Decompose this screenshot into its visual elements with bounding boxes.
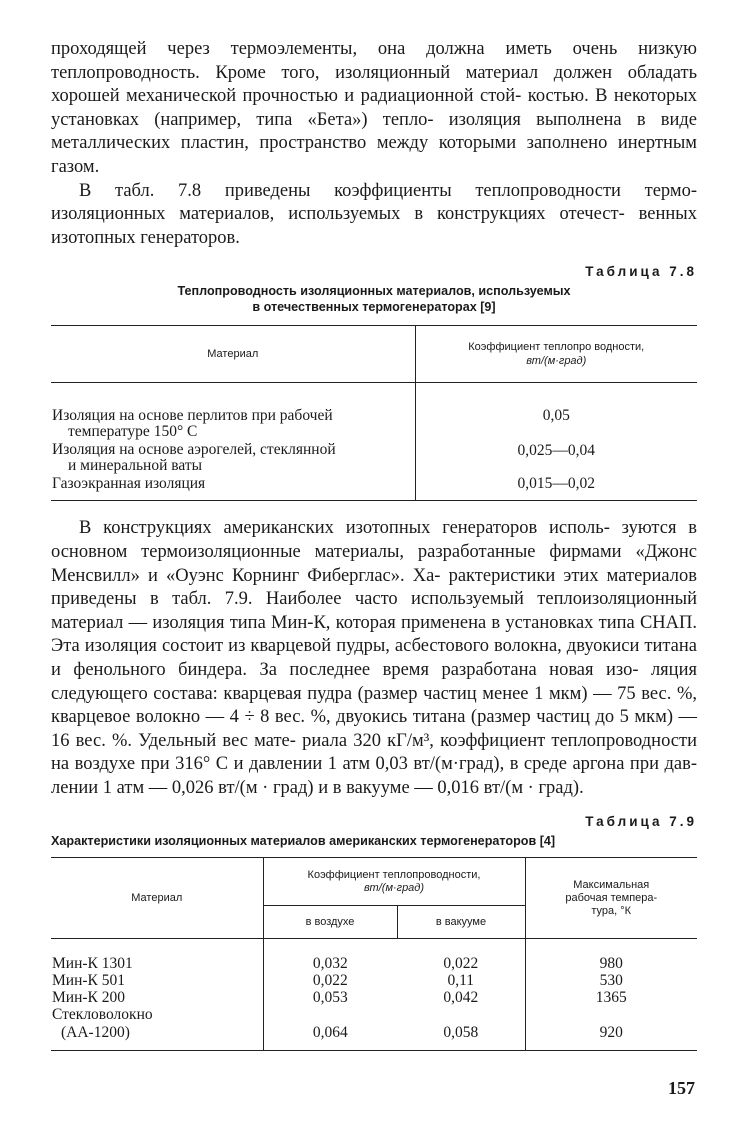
p3-line: ляция следующего состава: кварцевая пудра (размер частиц менее bbox=[51, 659, 697, 704]
page-number: 157 bbox=[668, 1078, 695, 1098]
p3-line: состоит из кварцевой пудры, асбестового волокна, двуокиси титана bbox=[161, 636, 697, 657]
table-row bbox=[51, 989, 697, 1006]
t2-material: Стекловолокно bbox=[52, 1006, 153, 1024]
p3-line: титана (размер частиц до 5 мкм) — 16 вес. %. Удельный вес мате- bbox=[51, 707, 698, 751]
t2-coef-unit: вт/(м·град) bbox=[363, 881, 425, 894]
t1-material: Газоэкранная изоляция bbox=[52, 475, 206, 493]
t1-material-line: Изоляция на основе перлитов при рабочей bbox=[52, 407, 333, 425]
t2-temp-line: Максимальная bbox=[573, 878, 650, 891]
p2-line: венных изотопных генераторов. bbox=[51, 204, 697, 248]
p3-line: зуются в основном термоизоляционные материалы, разработанные bbox=[51, 518, 697, 562]
t2-material: (АА-1200) bbox=[61, 1024, 130, 1042]
t2-material: Мин-К 200 bbox=[52, 989, 125, 1007]
p3-line: риала 320 кГ/м³, коэффициент теплопроводности на воздухе при bbox=[51, 730, 697, 775]
t2-header-material: Материал bbox=[51, 858, 263, 939]
t2-temp: 920 bbox=[525, 1023, 697, 1051]
table-1-caption-line1: Теплопроводность изоляционных материалов, используемых bbox=[177, 284, 571, 299]
p3-line: 1 мкм) — 75 вес. %, кварцевое волокно — 4 ÷ 8 вес. %, двуокись bbox=[51, 683, 698, 728]
t2-temp bbox=[525, 1006, 697, 1023]
p1-line: между которыми заполнено инертным газом. bbox=[51, 133, 697, 177]
t2-temp: 530 bbox=[525, 972, 697, 989]
t1-value: 0,025—0,04 bbox=[415, 441, 697, 475]
p3-line: и фенольного биндера. За последнее время разработана новая изо- bbox=[51, 659, 639, 680]
p1-line: проходящей через термоэлементы, она должна иметь очень низкую bbox=[51, 39, 697, 59]
t1-coef-unit: вт/(м·град) bbox=[526, 355, 587, 368]
table-row bbox=[51, 475, 697, 501]
t2-header-coef bbox=[263, 858, 525, 906]
p3-line: В конструкциях американских изотопных генераторов исполь- bbox=[79, 518, 610, 539]
t1-material-line: температуре 150° С bbox=[68, 423, 198, 441]
t2-vacuum: 0,022 bbox=[443, 955, 479, 973]
t1-header-coef bbox=[415, 326, 697, 383]
table-2 bbox=[51, 857, 697, 1051]
paragraph-3 bbox=[51, 517, 697, 800]
t2-coef-label: Коэффициент теплопроводности, bbox=[307, 868, 481, 881]
t2-vacuum: 0,11 bbox=[447, 972, 475, 990]
p3-line: лении 1 атм — 0,026 вт/(м · град) и в вакууме — 0,016 вт/(м · град). bbox=[51, 777, 584, 798]
t2-air: 0,022 bbox=[263, 972, 397, 989]
t1-header-material: Материал bbox=[51, 326, 415, 383]
t1-coef-label: Коэффициент теплопро водности, bbox=[468, 341, 645, 354]
t2-air bbox=[263, 1006, 397, 1023]
t1-value: 0,015—0,02 bbox=[415, 475, 697, 501]
paragraph-2 bbox=[51, 180, 697, 251]
t2-air: 0,064 bbox=[263, 1023, 397, 1051]
t2-material: Мин-К 1301 bbox=[52, 955, 133, 973]
t2-header-air: в воздухе bbox=[263, 906, 397, 939]
table-1-header bbox=[51, 326, 697, 383]
t2-temp-line: тура, °К bbox=[591, 904, 632, 917]
t1-material bbox=[51, 407, 415, 441]
t2-header-temp bbox=[525, 858, 697, 939]
t2-temp-line: рабочая темпера- bbox=[565, 891, 658, 904]
t1-material-line: Изоляция на основе аэрогелей, стеклянной bbox=[52, 441, 336, 459]
table-2-label: Таблица 7.9 bbox=[585, 814, 697, 830]
table-row bbox=[51, 407, 697, 441]
t2-air: 0,053 bbox=[263, 989, 397, 1006]
t2-temp: 980 bbox=[525, 955, 697, 972]
p1-line: теплопроводность. Кроме того, изоляционный материал должен bbox=[51, 62, 613, 83]
table-2-caption: Характеристики изоляционных материалов американских термогенераторов [4] bbox=[51, 834, 556, 849]
t2-vacuum bbox=[397, 1006, 525, 1023]
t2-header-vacuum: в вакууме bbox=[397, 906, 525, 939]
table-1-label: Таблица 7.8 bbox=[585, 264, 697, 280]
p1-line: изоляция выполнена в виде металлических пластин, пространство bbox=[51, 109, 697, 154]
p3-line: рактеристики этих материалов приведены в табл. 7.9. Наиболее bbox=[51, 565, 698, 610]
table-1-caption-line2: в отечественных термогенераторах [9] bbox=[252, 300, 496, 315]
p3-line: часто используемый теплоизоляционный материал — изоляция типа bbox=[51, 589, 697, 633]
table-row bbox=[51, 972, 697, 989]
p1-line: обладать хорошей механической прочностью и радиационной стой- bbox=[51, 62, 698, 107]
p2-line: В табл. 7.8 приведены коэффициенты теплопроводности термо- bbox=[79, 180, 697, 201]
table-row bbox=[51, 955, 697, 972]
table-row bbox=[51, 1006, 697, 1023]
table-1 bbox=[51, 325, 697, 501]
t1-material-line: и минеральной ваты bbox=[68, 457, 203, 475]
page bbox=[51, 38, 697, 1051]
p3-line: Мин-К, которая применена в установках типа СНАП. Эта изоляция bbox=[51, 612, 698, 657]
t1-material bbox=[51, 441, 415, 475]
p1-line: костью. В некоторых установках (например, типа «Бета») тепло- bbox=[51, 86, 698, 130]
t1-value: 0,05 bbox=[415, 407, 697, 441]
table-row bbox=[51, 1023, 697, 1051]
t2-vacuum: 0,058 bbox=[443, 1023, 479, 1041]
p3-line: 316° С и давлении 1 атм 0,03 вт/(м·град), в среде аргона при дав- bbox=[175, 754, 697, 775]
paragraph-1 bbox=[51, 38, 697, 180]
p2-line: изоляционных материалов, используемых в конструкциях отечест- bbox=[51, 204, 625, 225]
t2-material: Мин-К 501 bbox=[52, 972, 125, 990]
table-row bbox=[51, 441, 697, 475]
t2-vacuum: 0,042 bbox=[443, 989, 479, 1007]
t2-temp: 1365 bbox=[525, 989, 697, 1006]
table-2-header bbox=[51, 858, 697, 906]
t2-air: 0,032 bbox=[263, 955, 397, 972]
p3-line: фирмами «Джонс Менсвилл» и «Оуэнс Корнинг Фиберглас». Ха- bbox=[51, 541, 697, 586]
